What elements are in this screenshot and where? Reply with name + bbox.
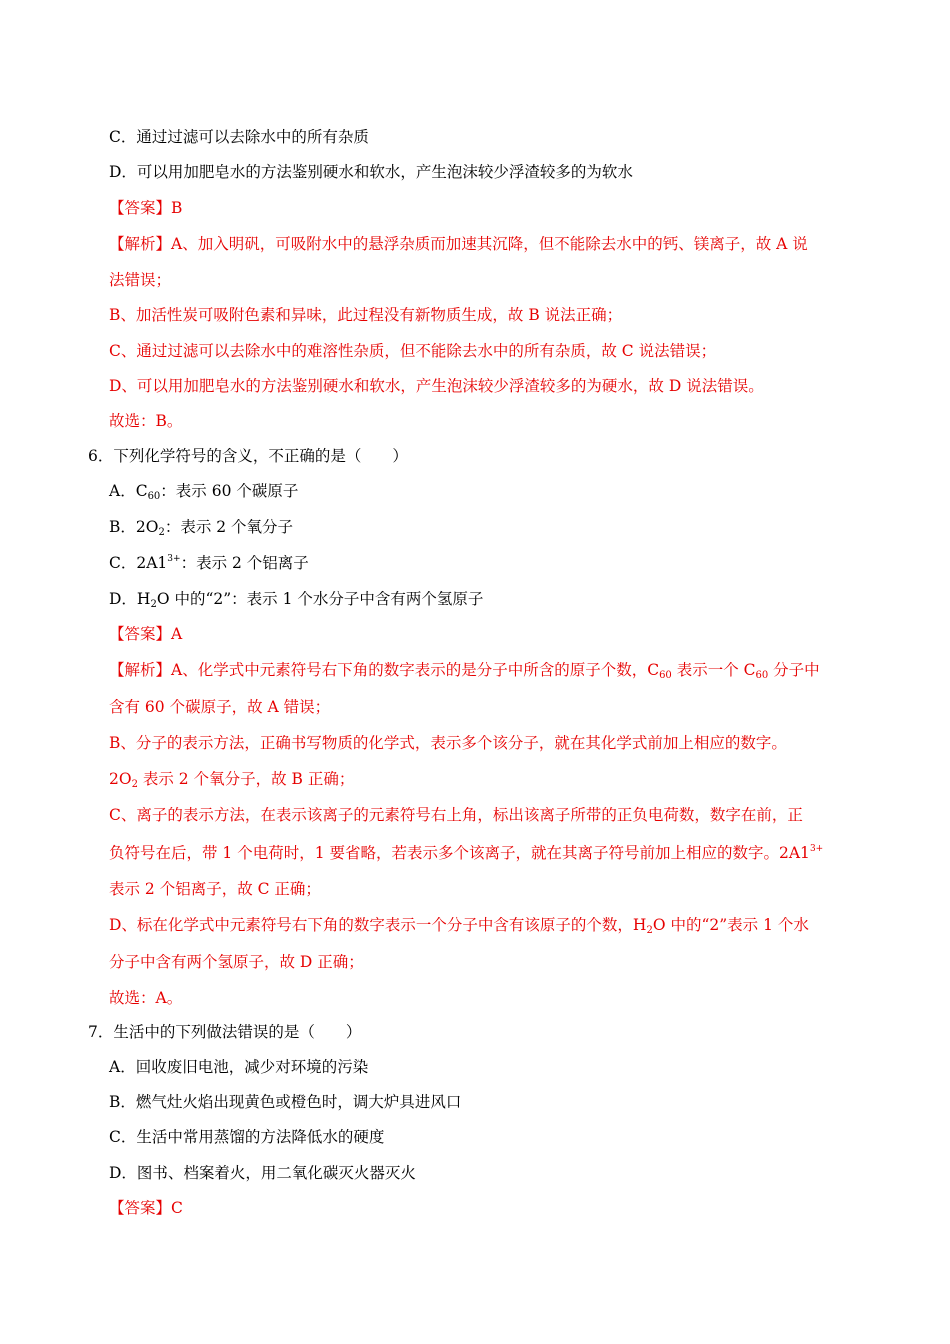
- q6-analysis-line-2: 含有 60 个碳原子，故 A 错误；: [109, 698, 331, 716]
- q6-analysis-l4-sub: 2: [131, 779, 138, 790]
- q6-answer: 【答案】A: [109, 625, 183, 643]
- q6-analysis-l1-sub2: 60: [755, 670, 769, 681]
- q7-answer: 【答案】C: [109, 1199, 183, 1217]
- q6-option-b-sub: 2: [158, 527, 165, 538]
- q7-option-a: A．回收废旧电池，减少对环境的污染: [109, 1058, 369, 1076]
- q6-analysis-l1-b: 表示一个 C: [671, 661, 756, 679]
- q7-option-d: D．图书、档案着火，用二氧化碳灭火器灭火: [109, 1164, 416, 1182]
- q6-analysis-l8-a: D、标在化学式中元素符号右下角的数字表示一个分子中含有该原子的个数，H: [109, 916, 647, 934]
- q6-analysis-line-6: [109, 843, 823, 863]
- q5-option-c: C．通过过滤可以去除水中的所有杂质: [109, 128, 369, 146]
- q5-answer: 【答案】B: [109, 199, 183, 217]
- q6-analysis-line-7: 表示 2 个铝离子，故 C 正确；: [109, 880, 321, 898]
- q6-analysis-line-8: [109, 915, 809, 935]
- q6-analysis-l6-sup: 3+: [809, 844, 824, 854]
- q6-option-c-post: ：表示 2 个铝离子: [180, 554, 309, 572]
- q6-analysis-l1-a: 【解析】A、化学式中元素符号右下角的数字表示的是分子中所含的原子个数，C: [109, 661, 660, 679]
- q6-option-a-post: ：表示 60 个碳原子: [160, 482, 299, 500]
- q6-option-d-post: O 中的“2”：表示 1 个水分子中含有两个氢原子: [156, 590, 484, 608]
- q6-analysis-l1-c: 分子中: [768, 661, 820, 679]
- q6-analysis-l8-b: O 中的“2”表示 1 个水: [652, 916, 809, 934]
- q5-analysis-line-1: 【解析】A、加入明矾，可吸附水中的悬浮杂质而加速其沉降，但不能除去水中的钙、镁离子，故 A 说: [109, 235, 808, 253]
- q6-analysis-line-3: B、分子的表示方法，正确书写物质的化学式，表示多个该分子，就在其化学式前加上相应的数字。: [109, 734, 787, 752]
- q7-stem: 7．生活中的下列做法错误的是（ ）: [88, 1023, 362, 1041]
- q6-analysis-l4-a: 2O: [109, 770, 132, 788]
- q6-analysis-l1-sub1: 60: [659, 670, 672, 681]
- q6-analysis-conclusion: 故选：A。: [109, 989, 183, 1007]
- q5-analysis-line-2: 法错误；: [109, 271, 172, 289]
- q6-analysis-line-9: 分子中含有两个氢原子，故 D 正确；: [109, 953, 364, 971]
- q6-option-d-pre: D．H: [109, 590, 151, 608]
- q6-option-b-post: ：表示 2 个氧分子: [164, 518, 294, 536]
- q6-option-a-pre: A．C: [109, 482, 148, 500]
- q5-analysis-line-3: B、加活性炭可吸附色素和异味，此过程没有新物质生成，故 B 说法正确；: [109, 306, 623, 324]
- q6-option-a: [109, 481, 298, 501]
- q6-stem: 6．下列化学符号的含义，不正确的是（ ）: [88, 447, 408, 465]
- q7-option-b: B．燃气灶火焰出现黄色或橙色时，调大炉具进风口: [109, 1093, 462, 1111]
- q5-option-d: D．可以用加肥皂水的方法鉴别硬水和软水，产生泡沫较少浮渣较多的为软水: [109, 163, 633, 181]
- q6-option-d: [109, 589, 483, 609]
- q6-analysis-l8-sub: 2: [646, 925, 653, 936]
- q6-option-b-pre: B．2O: [109, 518, 159, 536]
- q6-option-c-pre: C．2A1: [109, 554, 168, 572]
- q5-analysis-line-4: C、通过过滤可以去除水中的难溶性杂质，但不能除去水中的所有杂质，故 C 说法错误；: [109, 342, 717, 360]
- q6-option-a-sub: 60: [147, 491, 161, 502]
- q6-option-b: [109, 517, 293, 537]
- q6-analysis-line-5: C、离子的表示方法，在表示该离子的元素符号右上角，标出该离子所带的正负电荷数，数字在前，正: [109, 806, 803, 824]
- q5-analysis-conclusion: 故选：B。: [109, 412, 183, 430]
- q6-analysis-l6-a: 负符号在后，带 1 个电荷时，1 要省略，若表示多个该离子，就在其离子符号前加上相应的数字。2A1: [109, 844, 810, 862]
- q6-analysis-line-1: [109, 660, 820, 680]
- q7-option-c: C．生活中常用蒸馏的方法降低水的硬度: [109, 1128, 385, 1146]
- q6-option-c-sup: 3+: [167, 554, 181, 564]
- q6-option-d-sub: 2: [150, 599, 157, 610]
- q6-analysis-l4-b: 表示 2 个氧分子，故 B 正确；: [137, 770, 355, 788]
- q6-option-c: [109, 553, 309, 573]
- q6-analysis-line-4: [109, 769, 354, 789]
- q5-analysis-line-5: D、可以用加肥皂水的方法鉴别硬水和软水，产生泡沫较少浮渣较多的为硬水，故 D 说法错误。: [109, 377, 764, 395]
